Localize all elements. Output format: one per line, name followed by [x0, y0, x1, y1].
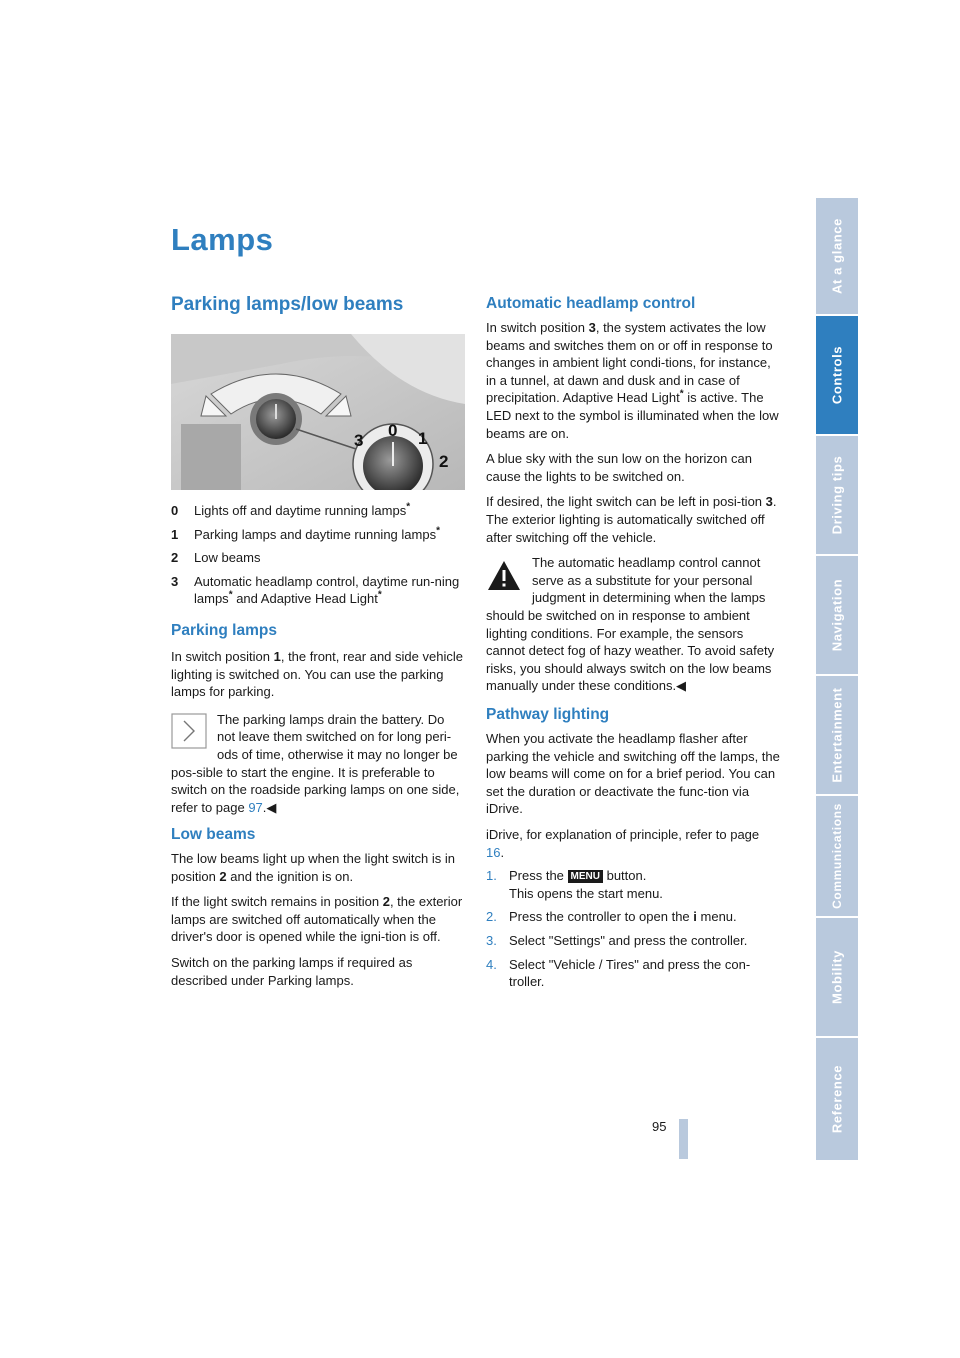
pathway-section: When you activate the headlamp flasher after parking the vehicle and switching off the lamps, the low beams will come on for a brief period. You can set the duration or deactivate the func-tion via iDrive. iDrive, for explanation of principle, refer to page 16. 1. Press the MENU button. This opens the start menu. 2. Press the controller to open the i menu. 3. Select "Settings" and press the controller. 4. Select "Vehicle / Tires" and press the con-troller.: [486, 731, 780, 990]
note-triangle-icon: [171, 713, 207, 749]
info-icon: i: [693, 909, 697, 925]
list-item: 3 Automatic headlamp control, daytime run-ning lamps* and Adaptive Head Light*: [171, 573, 460, 607]
switch-position-list: [171, 502, 463, 614]
parking-lamps-text: In switch position 1, the front, rear and side vehicle lighting is switched on. You can use the parking lamps for parking.: [171, 649, 463, 700]
list-item: 2 Low beams: [171, 550, 261, 566]
figure-label-2: 2: [439, 452, 449, 471]
page-number-bar: [679, 1119, 688, 1159]
list-item: 4. Select "Vehicle / Tires" and press the con-troller.: [486, 956, 751, 990]
list-item: 3. Select "Settings" and press the controller.: [486, 932, 748, 948]
list-item: 0 Lights off and daytime running lamps*: [171, 501, 411, 518]
tab-reference[interactable]: Reference: [816, 1038, 858, 1160]
list-item: 1. Press the MENU button. This opens the start menu.: [486, 868, 663, 901]
tab-entertainment[interactable]: Entertainment: [816, 676, 858, 794]
tab-driving-tips[interactable]: Driving tips: [816, 436, 858, 554]
page-link-16[interactable]: 16: [486, 844, 501, 860]
menu-button-icon: MENU: [568, 870, 603, 883]
tab-mobility[interactable]: Mobility: [816, 918, 858, 1036]
low-beams-heading: Low beams: [171, 826, 256, 843]
parking-lamps-heading: Parking lamps: [171, 622, 277, 639]
auto-headlamp-section: In switch position 3, the system activates the low beams and switches them on or off in response to changes in ambient light condi-tions, for instance, in a tunnel, at dawn and dusk and in case of precipitation. Adaptive Head Light* is active. The LED next to the symbol is illuminated when the low beams are on. A blue sky with the sun low on the horizon can cause the lights to be switched on. If desired, the light switch can be left in posi-tion 3. The exterior lighting is automatically switched off after switching off the vehicle. The automatic headlamp control cannot serve as a substitute for your personal judgment in determining when the lamps should be switched on in response to ambient lighting conditions. For example, the sensors cannot detect fog of hazy weather. To avoid safety risks, you should always switch on the low beams manually under these conditions.◀: [486, 320, 779, 694]
list-item: 2. Press the controller to open the i menu.: [486, 909, 737, 925]
pathway-heading: Pathway lighting: [486, 706, 610, 723]
tab-communications[interactable]: Communications: [816, 796, 858, 916]
parking-lamps-section: [171, 648, 463, 816]
figure-label-3: 3: [354, 431, 364, 450]
page-link-97[interactable]: 97: [248, 799, 263, 815]
tab-controls[interactable]: Controls: [816, 316, 858, 434]
page-title: Lamps: [171, 222, 274, 257]
parking-note: The parking lamps drain the battery. Do not leave them switched on for long peri-ods of time, otherwise it may no longer be pos-sible to start the engine. It is preferable to switch on the roadside parking lamps on one side, refer to page 97.◀: [171, 711, 460, 815]
pathway-steps: [486, 867, 780, 991]
auto-headlamp-heading: Automatic headlamp control: [486, 295, 696, 312]
warning-icon: [486, 558, 522, 594]
low-beams-section: The low beams light up when the light switch is in position 2 and the ignition is on. If the light switch remains in position 2, the exterior lamps are switched off automatically when the driver's door is opened while the igni-tion is off. Switch on the parking lamps if required as described under Parking lamps.: [171, 851, 463, 988]
light-switch-figure: [171, 334, 465, 490]
auto-warning: The automatic headlamp control cannot serve as a substitute for your personal judgment in determining when the lamps should be switched on in response to ambient lighting conditions. For example, the sensors cannot detect fog of hazy weather. To avoid safety risks, you should always switch on the low beams manually under these conditions.◀: [486, 555, 775, 694]
light-switch-illustration: [171, 334, 465, 490]
list-item: 1 Parking lamps and daytime running lamps*: [171, 525, 440, 542]
page-number: 95: [652, 1119, 667, 1134]
figure-label-0: 0: [388, 421, 398, 440]
figure-label-1: 1: [418, 429, 428, 448]
section-title: Parking lamps/low beams: [171, 294, 404, 315]
tab-at-a-glance[interactable]: At a glance: [816, 198, 858, 314]
tab-navigation[interactable]: Navigation: [816, 556, 858, 674]
